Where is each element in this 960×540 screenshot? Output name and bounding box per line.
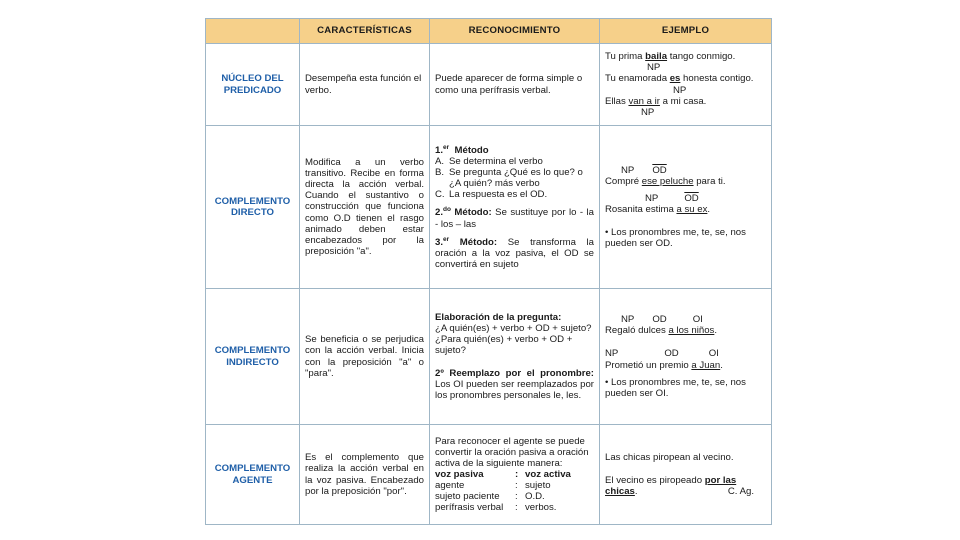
example-sentence: Tu enamorada es honesta contigo. (605, 73, 754, 85)
example-sentence: Tu prima baila tango conmigo. (605, 51, 736, 63)
voice-mapping: voz pasiva : voz activa agente : sujeto sujeto paciente : O.D. perífrasis verbal : verbos. (435, 468, 571, 514)
list-item: B. Se pregunta ¿Qué es lo que? o ¿A quién? más verbo (435, 167, 583, 190)
example-sentence: Prometió un premio a Juan. (605, 359, 723, 371)
cell-ejemplo (600, 289, 772, 425)
method-2: 2.$^{do}$ Método: Se sustituye por lo - la - los – las (435, 206, 594, 230)
example-sentence: Ellas van a ir a mi casa. (605, 95, 707, 107)
replacement-rule: 2º Reemplazo por el pronombre: Los OI pueden ser reemplazados por los pronombres personales le, les. (435, 368, 594, 402)
list-item: C. La respuesta es el OD. (435, 189, 548, 201)
grammar-table (205, 18, 772, 525)
list-item: A. Se determina el verbo (435, 155, 543, 167)
tag-line: NP $\overline{OD}$ (645, 192, 699, 204)
method-1-title: 1.$^{er}$ Método (435, 143, 489, 156)
table-row (206, 44, 772, 126)
header-reconocimiento: RECONOCIMIENTO (430, 19, 600, 44)
header-blank (206, 19, 300, 44)
question: ¿A quién(es) + verbo + OD + sujeto? (435, 322, 592, 334)
header-row (206, 19, 772, 44)
agent-intro: Para reconocer el agente se puede convertir la oración pasiva a oración activa de la siguiente manera: (435, 435, 589, 469)
row-label-ci: COMPLEMENTO INDIRECTO (206, 289, 300, 425)
method-1-list (435, 156, 594, 201)
cell-caracteristicas: Se beneficia o se perjudica con la acción verbal. Inicia con la preposición "a" o "para". (300, 289, 430, 425)
cell-caracteristicas: Es el complemento que realiza la acción verbal en la voz pasiva. Encabezado por la preposición "por". (300, 425, 430, 525)
example-sentence: El vecino es piropeado por las chicas. (605, 474, 737, 497)
table-row (206, 289, 772, 425)
cell-caracteristicas: Modifica a un verbo transitivo. Recibe en forma directa la acción verbal. Cuando el sustantivo o construcción que funciona como O.D tienen el rasgo animado deben estar encabezados por la preposición "a". (300, 126, 430, 289)
cell-ejemplo (600, 126, 772, 289)
method-3: 3.$^{er}$ Método: Se transforma la oración a la voz pasiva, el OD se convertirá en sujeto (435, 235, 594, 271)
section-title: Elaboración de la pregunta: (435, 311, 562, 323)
example-sentence: Rosanita estima a su ex. (605, 204, 711, 215)
table-row (206, 425, 772, 525)
note: • Los pronombres me, te, se, nos pueden ser OI. (605, 376, 746, 399)
cell-reconocimiento (430, 126, 600, 289)
agent-tag: C. Ag. (727, 486, 754, 498)
row-label-cd: COMPLEMENTO DIRECTO (206, 126, 300, 289)
row-label-agente: COMPLEMENTO AGENTE (206, 425, 300, 525)
np-tag: NP (647, 62, 661, 74)
cell-ejemplo (600, 44, 772, 126)
table-row (206, 126, 772, 289)
header-ejemplo: EJEMPLO (600, 19, 772, 44)
question: ¿Para quién(es) + verbo + OD + sujeto? (435, 333, 573, 356)
tag-line: NP OD OI (605, 348, 719, 360)
note: • Los pronombres me, te, se, nos pueden ser OD. (605, 227, 746, 250)
cell-ejemplo (600, 425, 772, 525)
cell-reconocimiento (430, 425, 600, 525)
tag-line: NP $\overline{OD}$ (621, 164, 667, 176)
example-sentence: Regaló dulces a los niños. (605, 325, 718, 337)
example-sentence: Las chicas piropean al vecino. (605, 451, 734, 463)
header-caracteristicas: CARACTERÍSTICAS (300, 19, 430, 44)
cell-caracteristicas: Desempeña esta función el verbo. (300, 44, 430, 126)
example-sentence: Compré ese peluche para ti. (605, 175, 726, 187)
row-label-nucleo: NÚCLEO DEL PREDICADO (206, 44, 300, 126)
tag-line: NP OD OI (621, 314, 703, 326)
cell-reconocimiento (430, 289, 600, 425)
cell-reconocimiento: Puede aparecer de forma simple o como una perífrasis verbal. (430, 44, 600, 126)
np-tag: NP (641, 106, 655, 118)
np-tag: NP (673, 84, 687, 96)
